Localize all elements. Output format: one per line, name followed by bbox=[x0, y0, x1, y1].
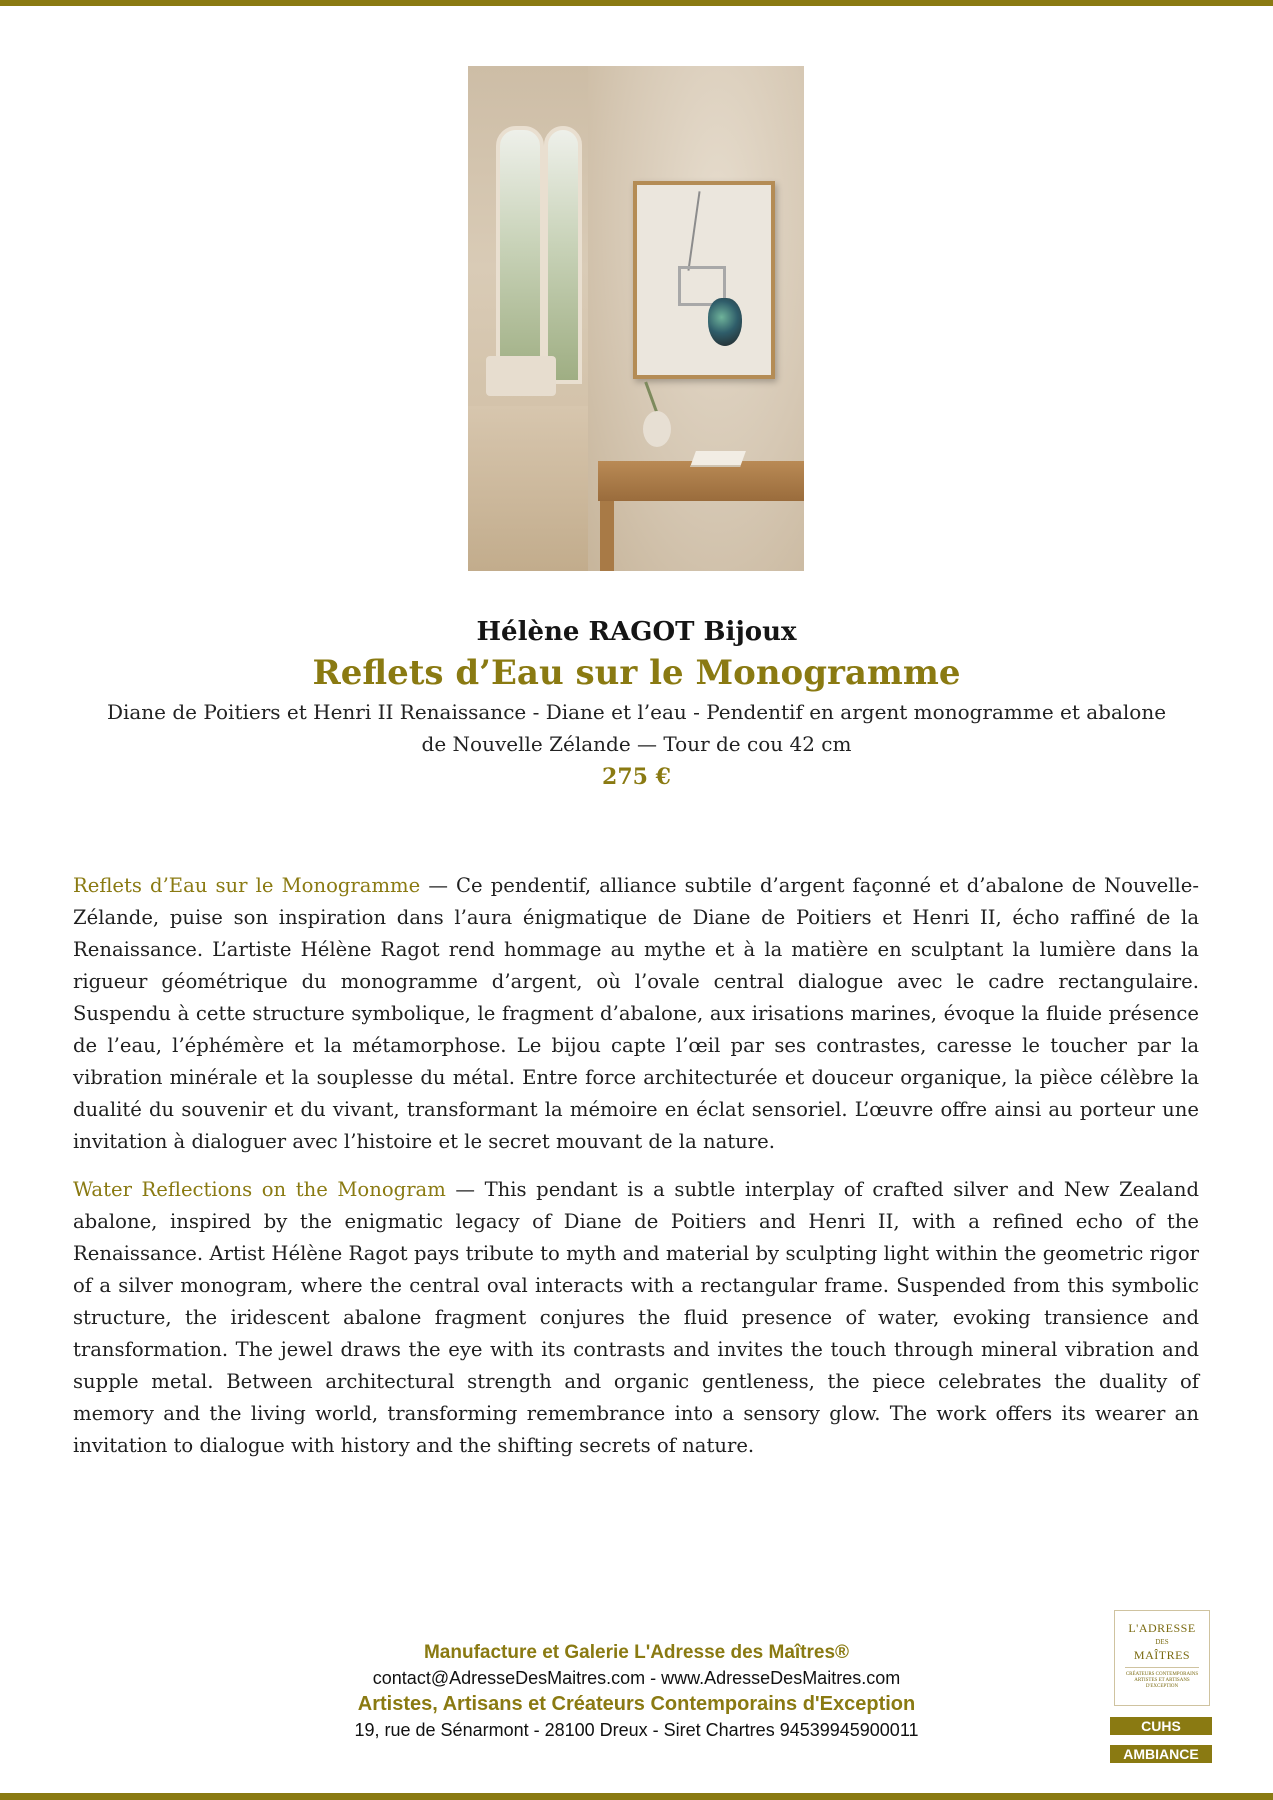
description-french-text: — Ce pendentif, alliance subtile d’argent façonné et d’abalone de Nouvelle-Zélande, puise son inspiration dans l’aura énigmatique de Diane de Poitiers et Henri II, écho raffiné de la Renaissance. L’artiste Hélène Ragot rend hommage au mythe et à la matière en sculptant la lumière dans la rigueur géométrique du monogramme d’argent, où l’ovale central dialogue avec le cadre rectangulaire. Suspendu à cette structure symbolique, le fragment d’abalone, aux irisations marines, évoque la fluide présence de l’eau, l’éphémère et la métamorphose. Le bijou capte l’œil par ses contrastes, caresse le toucher par la vibration minérale et la souplesse du métal. Entre force architecturée et douceur organique, la pièce célèbre la dualité du souvenir et du vivant, transformant la mémoire en éclat sensoriel. L’œuvre offre ainsi au porteur une invitation à dialoguer avec l’histoire et le secret mouvant de la nature. bbox=[73, 874, 1199, 1153]
tag-cuhs: CUHS bbox=[1110, 1717, 1212, 1735]
photo-console-table bbox=[598, 461, 804, 501]
photo-vase bbox=[643, 411, 671, 447]
logo-divider bbox=[1125, 1667, 1199, 1668]
logo-line: MAÎTRES bbox=[1133, 1648, 1191, 1662]
product-header bbox=[0, 614, 1273, 794]
footer-contact: contact@AdresseDesMaitres.com - www.AdresseDesMaitres.com bbox=[372, 1668, 901, 1688]
description-english-text: — This pendant is a subtle interplay of crafted silver and New Zealand abalone, inspired by the enigmatic legacy of Diane de Poitiers and Henri II, with a refined echo of the Renaissance. Artist Hélène Ragot pays tribute to myth and material by sculpting light within the geometric rigor of a silver monogram, where the central oval interacts with a rectangular frame. Suspended from this symbolic structure, the iridescent abalone fragment conjures the fluid presence of water, evoking transience and transformation. The jewel draws the eye with its contrasts and invites the touch through mineral vibration and supple metal. Between architectural strength and organic gentleness, the piece celebrates the duality of memory and the living world, transforming remembrance into a sensory glow. The work offers its wearer an invitation to dialogue with history and the shifting secrets of nature. bbox=[73, 1178, 1199, 1457]
top-border bbox=[0, 0, 1273, 6]
photo-window bbox=[496, 126, 544, 384]
photo-table-leg bbox=[600, 501, 614, 571]
photo-abalone bbox=[708, 298, 742, 346]
description-french-lead: Reflets d’Eau sur le Monogramme bbox=[73, 874, 421, 897]
product-title: Reflets d’Eau sur le Monogramme bbox=[312, 653, 961, 693]
photo-floor bbox=[468, 406, 588, 571]
logo-line: L'ADRESSE bbox=[1128, 1621, 1196, 1635]
photo-sofa bbox=[486, 356, 556, 396]
gallery-logo bbox=[1114, 1610, 1210, 1706]
tag-ambiance: AMBIANCE bbox=[1110, 1745, 1212, 1763]
description-french bbox=[73, 870, 1199, 1158]
photo-window bbox=[544, 126, 582, 384]
description-english bbox=[73, 1174, 1199, 1462]
product-price: 275 € bbox=[602, 764, 671, 790]
footer-company: Manufacture et Galerie L'Adresse des Maîtres® bbox=[423, 1642, 850, 1663]
logo-line: CRÉATEURS CONTEMPORAINS ARTISTES ET ARTISANS D'EXCEPTION bbox=[1125, 1672, 1199, 1689]
photo-book bbox=[690, 451, 746, 467]
footer-tagline: Artistes, Artisans et Créateurs Contemporains d'Exception bbox=[357, 1693, 916, 1715]
bottom-border bbox=[0, 1793, 1273, 1800]
artist-name: Hélène RAGOT Bijoux bbox=[476, 617, 797, 647]
product-photo bbox=[468, 66, 804, 571]
product-subtitle: Diane de Poitiers et Henri II Renaissance - Diane et l’eau - Pendentif en argent monogramme et abalone de Nouvelle Zélande — Tour de cou 42 cm bbox=[106, 700, 1167, 756]
logo-line: DES bbox=[1155, 1638, 1169, 1646]
product-description bbox=[73, 870, 1199, 1478]
footer bbox=[270, 1640, 1003, 1743]
footer-address: 19, rue de Sénarmont - 28100 Dreux - Siret Chartres 94539945900011 bbox=[354, 1720, 919, 1740]
description-english-lead: Water Reflections on the Monogram bbox=[73, 1178, 446, 1201]
